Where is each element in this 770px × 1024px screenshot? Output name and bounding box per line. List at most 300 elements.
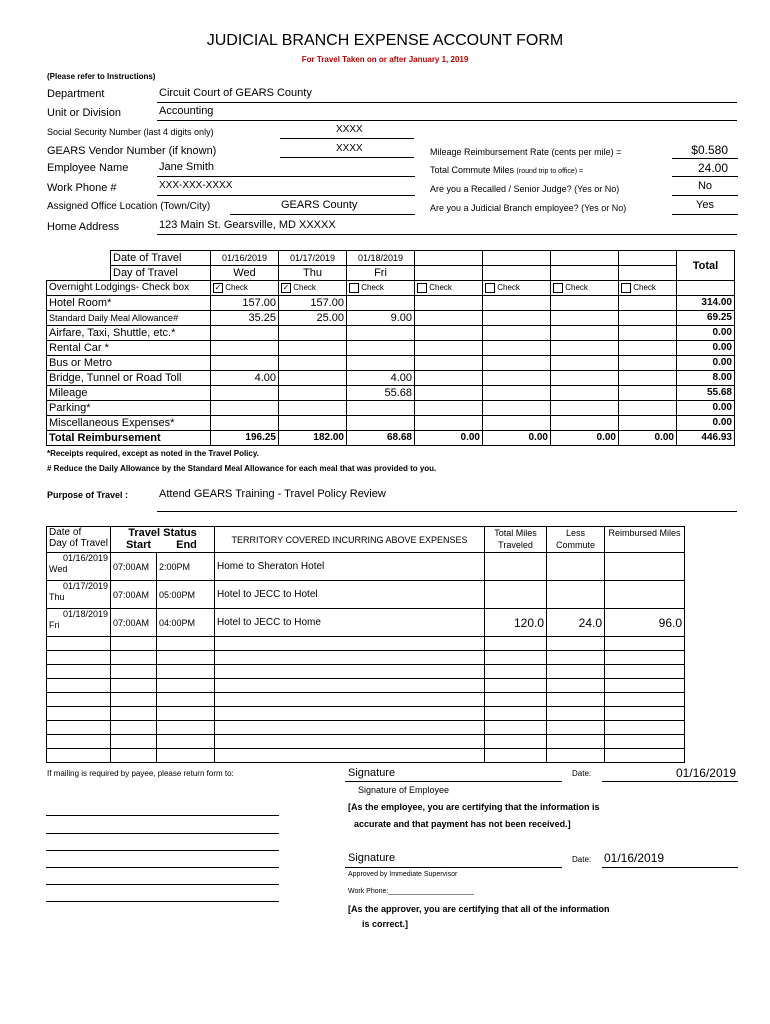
travel-reimbursed[interactable] bbox=[605, 665, 685, 679]
date-cell[interactable]: 01/16/2019 bbox=[211, 251, 279, 266]
travel-miles[interactable] bbox=[485, 651, 547, 665]
reimbursed-miles-header: Reimbursed Miles bbox=[605, 527, 685, 553]
expense-row-total: 314.00 bbox=[677, 296, 735, 311]
date-of-travel-label: Date of Travel bbox=[111, 251, 211, 266]
check-label: Check bbox=[633, 283, 656, 292]
expense-label: Parking* bbox=[47, 401, 211, 416]
date-cell[interactable] bbox=[415, 251, 483, 266]
travel-header-row bbox=[47, 527, 685, 553]
supervisor-signature-line[interactable] bbox=[345, 867, 562, 868]
mileage-rate-label: Mileage Reimbursement Rate (cents per mile) = bbox=[430, 147, 622, 157]
day-cell[interactable] bbox=[483, 266, 551, 281]
travel-day[interactable]: Thu bbox=[49, 592, 65, 602]
expense-table bbox=[46, 250, 735, 446]
check-label: Check bbox=[497, 283, 520, 292]
total-cell: 68.68 bbox=[347, 431, 415, 446]
travel-date[interactable] bbox=[47, 721, 111, 735]
checkbox[interactable]: ✓ bbox=[282, 282, 290, 292]
home-address-label: Home Address bbox=[47, 221, 120, 233]
expense-cell[interactable] bbox=[211, 401, 279, 416]
unit-field[interactable]: Accounting bbox=[159, 105, 214, 117]
work-phone-label: Work Phone # bbox=[47, 182, 117, 194]
total-cell: 182.00 bbox=[279, 431, 347, 446]
miles-traveled-header: Total Miles Traveled bbox=[485, 527, 547, 553]
travel-row bbox=[47, 735, 685, 749]
employee-certify-2: accurate and that payment has not been received.] bbox=[354, 819, 571, 829]
expense-cell[interactable] bbox=[551, 341, 619, 356]
expense-cell[interactable] bbox=[415, 296, 483, 311]
travel-reimbursed[interactable] bbox=[605, 553, 685, 581]
ssn-field[interactable]: XXXX bbox=[336, 124, 363, 135]
expense-row bbox=[47, 311, 735, 326]
expense-cell[interactable] bbox=[619, 416, 677, 431]
travel-end[interactable]: 2:00PM bbox=[157, 553, 215, 581]
expense-cell[interactable] bbox=[211, 356, 279, 371]
travel-territory[interactable]: Hotel to JECC to Home bbox=[215, 609, 485, 637]
lodging-check-cell[interactable] bbox=[551, 281, 619, 296]
expense-row-total: 55.68 bbox=[677, 386, 735, 401]
expense-cell[interactable] bbox=[279, 386, 347, 401]
form-subtitle: For Travel Taken on or after January 1, 2019 bbox=[301, 55, 469, 64]
lodging-check-cell[interactable] bbox=[619, 281, 677, 296]
expense-row-total: 8.00 bbox=[677, 371, 735, 386]
less-commute-header: Less Commute bbox=[547, 527, 605, 553]
travel-less-commute[interactable] bbox=[547, 749, 605, 763]
checkbox[interactable] bbox=[417, 283, 427, 293]
expense-cell[interactable] bbox=[279, 356, 347, 371]
travel-less-commute[interactable] bbox=[547, 637, 605, 651]
checkbox[interactable] bbox=[553, 283, 563, 293]
expense-cell[interactable] bbox=[415, 356, 483, 371]
commute-label bbox=[430, 165, 583, 175]
expense-row bbox=[47, 386, 735, 401]
expense-cell[interactable] bbox=[551, 401, 619, 416]
expense-row bbox=[47, 326, 735, 341]
travel-start[interactable] bbox=[111, 721, 157, 735]
expense-cell[interactable] bbox=[415, 326, 483, 341]
travel-end[interactable] bbox=[157, 707, 215, 721]
travel-less-commute[interactable] bbox=[547, 665, 605, 679]
travel-less-commute[interactable] bbox=[547, 553, 605, 581]
expense-cell[interactable] bbox=[551, 356, 619, 371]
purpose-field[interactable]: Attend GEARS Training - Travel Policy Review bbox=[159, 488, 386, 500]
purpose-label: Purpose of Travel : bbox=[47, 490, 129, 500]
travel-date[interactable]: 01/16/2019 bbox=[62, 553, 108, 563]
lodging-check-cell[interactable] bbox=[279, 281, 347, 296]
supervisor-certify-2: is correct.] bbox=[362, 919, 409, 929]
expense-row bbox=[47, 341, 735, 356]
travel-date[interactable]: 01/17/2019 bbox=[62, 581, 108, 591]
expense-cell[interactable] bbox=[483, 341, 551, 356]
day-row bbox=[47, 266, 735, 281]
travel-row bbox=[47, 721, 685, 735]
total-header: Total bbox=[677, 251, 735, 281]
commute-field[interactable]: 24.00 bbox=[697, 161, 728, 175]
expense-cell[interactable] bbox=[347, 401, 415, 416]
date-cell[interactable]: 01/18/2019 bbox=[347, 251, 415, 266]
travel-date[interactable] bbox=[47, 735, 111, 749]
refer-note: (Please refer to Instructions) bbox=[47, 72, 156, 81]
travel-less-commute[interactable] bbox=[547, 735, 605, 749]
lodging-label: Overnight Lodgings- Check box bbox=[47, 281, 211, 296]
travel-less-commute[interactable] bbox=[547, 693, 605, 707]
travel-reimbursed[interactable] bbox=[605, 651, 685, 665]
home-address-field[interactable]: 123 Main St. Gearsville, MD XXXXX bbox=[159, 219, 336, 231]
judicial-employee-label: Are you a Judicial Branch employee? (Yes or No) bbox=[430, 203, 627, 213]
travel-start[interactable] bbox=[111, 707, 157, 721]
checkbox[interactable] bbox=[349, 283, 359, 293]
travel-end[interactable] bbox=[157, 679, 215, 693]
total-reimbursement-label: Total Reimbursement bbox=[47, 431, 211, 446]
travel-miles[interactable] bbox=[485, 749, 547, 763]
expense-cell[interactable]: 157.00 bbox=[211, 296, 279, 311]
travel-row bbox=[47, 609, 685, 637]
expense-label: Bridge, Tunnel or Road Toll bbox=[47, 371, 211, 386]
travel-date[interactable] bbox=[47, 665, 111, 679]
day-of-travel-label: Day of Travel bbox=[111, 266, 211, 281]
travel-reimbursed[interactable] bbox=[605, 735, 685, 749]
employee-name-field[interactable]: Jane Smith bbox=[159, 161, 215, 173]
expense-cell[interactable] bbox=[483, 416, 551, 431]
expense-cell[interactable] bbox=[483, 386, 551, 401]
expense-cell[interactable]: 25.00 bbox=[279, 311, 347, 326]
expense-cell[interactable] bbox=[619, 386, 677, 401]
travel-reimbursed[interactable] bbox=[605, 707, 685, 721]
grand-total: 446.93 bbox=[677, 431, 735, 446]
expense-cell[interactable] bbox=[619, 311, 677, 326]
travel-territory[interactable] bbox=[215, 721, 485, 735]
travel-end[interactable] bbox=[157, 665, 215, 679]
day-cell[interactable]: Wed bbox=[211, 266, 279, 281]
travel-reimbursed[interactable] bbox=[605, 581, 685, 609]
travel-end[interactable] bbox=[157, 735, 215, 749]
check-label: Check bbox=[293, 283, 316, 292]
travel-miles[interactable] bbox=[485, 665, 547, 679]
travel-miles[interactable] bbox=[485, 679, 547, 693]
expense-cell[interactable] bbox=[619, 341, 677, 356]
travel-miles[interactable] bbox=[485, 693, 547, 707]
total-cell: 0.00 bbox=[619, 431, 677, 446]
date-cell[interactable]: 01/17/2019 bbox=[279, 251, 347, 266]
travel-start[interactable] bbox=[111, 637, 157, 651]
travel-end[interactable] bbox=[157, 693, 215, 707]
expense-cell[interactable] bbox=[551, 296, 619, 311]
travel-end[interactable] bbox=[157, 749, 215, 763]
employee-date-label: Date: bbox=[572, 769, 592, 778]
travel-start[interactable] bbox=[111, 749, 157, 763]
checkbox[interactable] bbox=[485, 283, 495, 293]
office-field[interactable]: GEARS County bbox=[281, 199, 358, 211]
travel-start[interactable] bbox=[111, 735, 157, 749]
expense-cell[interactable] bbox=[551, 416, 619, 431]
checkbox[interactable]: ✓ bbox=[214, 282, 222, 292]
travel-less-commute[interactable] bbox=[547, 721, 605, 735]
travel-end[interactable]: 05:00PM bbox=[157, 581, 215, 609]
expense-row bbox=[47, 296, 735, 311]
travel-row bbox=[47, 637, 685, 651]
lodging-check-cell[interactable] bbox=[211, 281, 279, 296]
expense-cell[interactable] bbox=[415, 401, 483, 416]
territory-header: TERRITORY COVERED INCURRING ABOVE EXPENSES bbox=[215, 527, 485, 553]
travel-start[interactable]: 07:00AM bbox=[111, 609, 157, 637]
supervisor-work-phone: Work Phone:______________________ bbox=[348, 888, 474, 895]
reduce-note: # Reduce the Daily Allowance by the Standard Meal Allowance for each meal that was provided to you. bbox=[47, 464, 437, 473]
supervisor-signature-label: Signature bbox=[348, 852, 396, 864]
day-cell[interactable]: Thu bbox=[279, 266, 347, 281]
travel-reimbursed[interactable] bbox=[605, 637, 685, 651]
supervisor-date-label: Date: bbox=[572, 855, 592, 864]
expense-cell[interactable] bbox=[483, 371, 551, 386]
travel-table bbox=[46, 526, 685, 763]
travel-territory[interactable]: Home to Sheraton Hotel bbox=[215, 553, 485, 581]
travel-row bbox=[47, 749, 685, 763]
travel-territory[interactable] bbox=[215, 735, 485, 749]
vendor-label: GEARS Vendor Number (if known) bbox=[47, 145, 217, 157]
travel-end[interactable] bbox=[157, 637, 215, 651]
check-label: Check bbox=[429, 283, 452, 292]
travel-reimbursed[interactable] bbox=[605, 679, 685, 693]
day-of-travel-label: Day of Travel bbox=[49, 538, 108, 549]
travel-start[interactable]: 07:00AM bbox=[111, 581, 157, 609]
expense-cell[interactable] bbox=[619, 401, 677, 416]
expense-cell[interactable] bbox=[483, 326, 551, 341]
expense-cell[interactable] bbox=[347, 341, 415, 356]
department-label: Department bbox=[47, 88, 105, 100]
travel-date[interactable] bbox=[47, 679, 111, 693]
travel-start[interactable] bbox=[111, 665, 157, 679]
expense-cell[interactable] bbox=[279, 371, 347, 386]
expense-row-total: 0.00 bbox=[677, 356, 735, 371]
total-cell: 0.00 bbox=[415, 431, 483, 446]
employee-date-field[interactable]: 01/16/2019 bbox=[675, 766, 736, 780]
expense-cell[interactable] bbox=[279, 326, 347, 341]
total-cell: 0.00 bbox=[483, 431, 551, 446]
travel-territory[interactable] bbox=[215, 651, 485, 665]
expense-cell[interactable] bbox=[211, 386, 279, 401]
mailing-note: If mailing is required by payee, please return form to: bbox=[47, 769, 234, 778]
day-cell[interactable] bbox=[619, 266, 677, 281]
employee-signature-line[interactable] bbox=[345, 781, 562, 782]
travel-end[interactable]: 04:00PM bbox=[157, 609, 215, 637]
expense-cell[interactable] bbox=[619, 296, 677, 311]
end-label: End bbox=[176, 539, 197, 551]
travel-miles[interactable] bbox=[485, 735, 547, 749]
travel-status-label: Travel Status bbox=[128, 527, 197, 539]
expense-cell[interactable] bbox=[347, 326, 415, 341]
supervisor-certify-1: [As the approver, you are certifying that all of the information bbox=[348, 904, 610, 914]
travel-miles[interactable] bbox=[485, 721, 547, 735]
form-title: JUDICIAL BRANCH EXPENSE ACCOUNT FORM bbox=[206, 32, 564, 49]
travel-row bbox=[47, 553, 685, 581]
expense-row-total: 0.00 bbox=[677, 401, 735, 416]
employee-signature-caption: Signature of Employee bbox=[358, 785, 450, 795]
expense-cell[interactable] bbox=[551, 311, 619, 326]
expense-cell[interactable] bbox=[483, 296, 551, 311]
start-label: Start bbox=[125, 539, 152, 551]
total-cell: 196.25 bbox=[211, 431, 279, 446]
unit-label: Unit or Division bbox=[47, 107, 121, 119]
travel-miles[interactable] bbox=[485, 581, 547, 609]
expense-cell[interactable]: 9.00 bbox=[347, 311, 415, 326]
day-cell[interactable] bbox=[415, 266, 483, 281]
travel-date[interactable]: 01/18/2019 bbox=[62, 609, 108, 619]
travel-reimbursed[interactable] bbox=[605, 749, 685, 763]
checkbox[interactable] bbox=[621, 283, 631, 293]
expense-cell[interactable] bbox=[483, 356, 551, 371]
mileage-rate-field[interactable]: $0.580 bbox=[691, 143, 728, 157]
commute-label-text: Total Commute Miles bbox=[430, 165, 515, 175]
department-field[interactable]: Circuit Court of GEARS County bbox=[159, 87, 312, 99]
vendor-field[interactable]: XXXX bbox=[336, 143, 363, 154]
check-label: Check bbox=[225, 283, 248, 292]
expense-cell[interactable] bbox=[551, 326, 619, 341]
travel-start[interactable] bbox=[111, 651, 157, 665]
expense-label: Miscellaneous Expenses* bbox=[47, 416, 211, 431]
expense-cell[interactable]: 4.00 bbox=[347, 371, 415, 386]
travel-territory[interactable]: Hotel to JECC to Hotel bbox=[215, 581, 485, 609]
lodging-row bbox=[47, 281, 735, 296]
expense-cell[interactable] bbox=[279, 401, 347, 416]
expense-cell[interactable] bbox=[619, 326, 677, 341]
total-row bbox=[47, 431, 735, 446]
travel-less-commute[interactable] bbox=[547, 679, 605, 693]
travel-miles[interactable] bbox=[485, 637, 547, 651]
travel-end[interactable] bbox=[157, 721, 215, 735]
travel-territory[interactable] bbox=[215, 749, 485, 763]
travel-row bbox=[47, 581, 685, 609]
senior-judge-field[interactable]: No bbox=[697, 180, 713, 192]
travel-row bbox=[47, 693, 685, 707]
expense-cell[interactable] bbox=[415, 416, 483, 431]
travel-date[interactable] bbox=[47, 749, 111, 763]
expense-label: Bus or Metro bbox=[47, 356, 211, 371]
expense-cell[interactable]: 55.68 bbox=[347, 386, 415, 401]
employee-signature-label: Signature bbox=[348, 767, 396, 779]
ssn-label: Social Security Number (last 4 digits only) bbox=[47, 127, 214, 137]
travel-less-commute[interactable] bbox=[547, 707, 605, 721]
expense-cell[interactable] bbox=[619, 371, 677, 386]
day-cell[interactable]: Fri bbox=[347, 266, 415, 281]
expense-cell[interactable] bbox=[483, 401, 551, 416]
employee-certify-1: [As the employee, you are certifying that the information is bbox=[348, 802, 600, 812]
expense-cell[interactable]: 35.25 bbox=[211, 311, 279, 326]
travel-date[interactable] bbox=[47, 707, 111, 721]
expense-row bbox=[47, 356, 735, 371]
travel-start[interactable]: 07:00AM bbox=[111, 553, 157, 581]
travel-reimbursed[interactable] bbox=[605, 693, 685, 707]
expense-label: Airfare, Taxi, Shuttle, etc.* bbox=[47, 326, 211, 341]
travel-row bbox=[47, 707, 685, 721]
expense-cell[interactable] bbox=[415, 371, 483, 386]
date-row bbox=[47, 251, 735, 266]
expense-cell[interactable] bbox=[211, 416, 279, 431]
travel-territory[interactable] bbox=[215, 679, 485, 693]
commute-note: (round trip to office) = bbox=[516, 168, 584, 175]
senior-judge-label: Are you a Recalled / Senior Judge? (Yes or No) bbox=[430, 184, 620, 194]
supervisor-date-field[interactable]: 01/16/2019 bbox=[604, 851, 665, 865]
total-cell: 0.00 bbox=[551, 431, 619, 446]
supervisor-caption: Approved by Immediate Supervisor bbox=[348, 871, 458, 878]
lodging-check-cell[interactable] bbox=[347, 281, 415, 296]
check-label: Check bbox=[361, 283, 384, 292]
travel-territory[interactable] bbox=[215, 707, 485, 721]
expense-cell[interactable] bbox=[347, 296, 415, 311]
expense-label: Standard Daily Meal Allowance# bbox=[47, 311, 211, 326]
expense-row bbox=[47, 416, 735, 431]
travel-less-commute[interactable] bbox=[547, 651, 605, 665]
travel-start[interactable] bbox=[111, 693, 157, 707]
travel-miles[interactable]: 120.0 bbox=[485, 609, 547, 637]
travel-date[interactable] bbox=[47, 637, 111, 651]
expense-label: Hotel Room* bbox=[47, 296, 211, 311]
expense-cell[interactable] bbox=[211, 341, 279, 356]
travel-reimbursed[interactable] bbox=[605, 721, 685, 735]
expense-cell[interactable] bbox=[347, 356, 415, 371]
travel-territory[interactable] bbox=[215, 637, 485, 651]
receipts-note: *Receipts required, except as noted in the Travel Policy. bbox=[47, 449, 259, 458]
travel-reimbursed[interactable]: 96.0 bbox=[605, 609, 685, 637]
lodging-check-cell[interactable] bbox=[483, 281, 551, 296]
travel-date[interactable] bbox=[47, 693, 111, 707]
expense-cell[interactable] bbox=[483, 311, 551, 326]
date-cell[interactable] bbox=[551, 251, 619, 266]
travel-miles[interactable] bbox=[485, 707, 547, 721]
expense-cell[interactable] bbox=[551, 371, 619, 386]
date-of-label: Date of bbox=[49, 527, 82, 538]
date-cell[interactable] bbox=[483, 251, 551, 266]
judicial-employee-field[interactable]: Yes bbox=[696, 199, 714, 211]
expense-cell[interactable] bbox=[415, 341, 483, 356]
expense-row-total: 0.00 bbox=[677, 416, 735, 431]
travel-day[interactable]: Fri bbox=[49, 620, 60, 630]
expense-cell[interactable] bbox=[279, 416, 347, 431]
lodging-check-cell[interactable] bbox=[415, 281, 483, 296]
expense-cell[interactable] bbox=[551, 386, 619, 401]
travel-day[interactable]: Wed bbox=[49, 564, 68, 574]
date-cell[interactable] bbox=[619, 251, 677, 266]
expense-cell[interactable] bbox=[211, 326, 279, 341]
expense-cell[interactable]: 157.00 bbox=[279, 296, 347, 311]
day-cell[interactable] bbox=[551, 266, 619, 281]
expense-row bbox=[47, 371, 735, 386]
travel-row bbox=[47, 651, 685, 665]
expense-cell[interactable] bbox=[619, 356, 677, 371]
expense-label: Rental Car * bbox=[47, 341, 211, 356]
expense-row-total: 69.25 bbox=[677, 311, 735, 326]
travel-less-commute[interactable]: 24.0 bbox=[547, 609, 605, 637]
expense-row bbox=[47, 401, 735, 416]
expense-label: Mileage bbox=[47, 386, 211, 401]
expense-cell[interactable]: 4.00 bbox=[211, 371, 279, 386]
travel-row bbox=[47, 679, 685, 693]
travel-miles[interactable] bbox=[485, 553, 547, 581]
travel-start[interactable] bbox=[111, 679, 157, 693]
travel-end[interactable] bbox=[157, 651, 215, 665]
expense-row-total: 0.00 bbox=[677, 326, 735, 341]
work-phone-field[interactable]: XXX-XXX-XXXX bbox=[159, 180, 233, 191]
expense-cell[interactable] bbox=[279, 341, 347, 356]
expense-cell[interactable] bbox=[415, 311, 483, 326]
expense-cell[interactable] bbox=[347, 416, 415, 431]
check-label: Check bbox=[565, 283, 588, 292]
travel-territory[interactable] bbox=[215, 665, 485, 679]
travel-date[interactable] bbox=[47, 651, 111, 665]
expense-row-total: 0.00 bbox=[677, 341, 735, 356]
travel-less-commute[interactable] bbox=[547, 581, 605, 609]
expense-cell[interactable] bbox=[415, 386, 483, 401]
travel-row bbox=[47, 665, 685, 679]
travel-territory[interactable] bbox=[215, 693, 485, 707]
